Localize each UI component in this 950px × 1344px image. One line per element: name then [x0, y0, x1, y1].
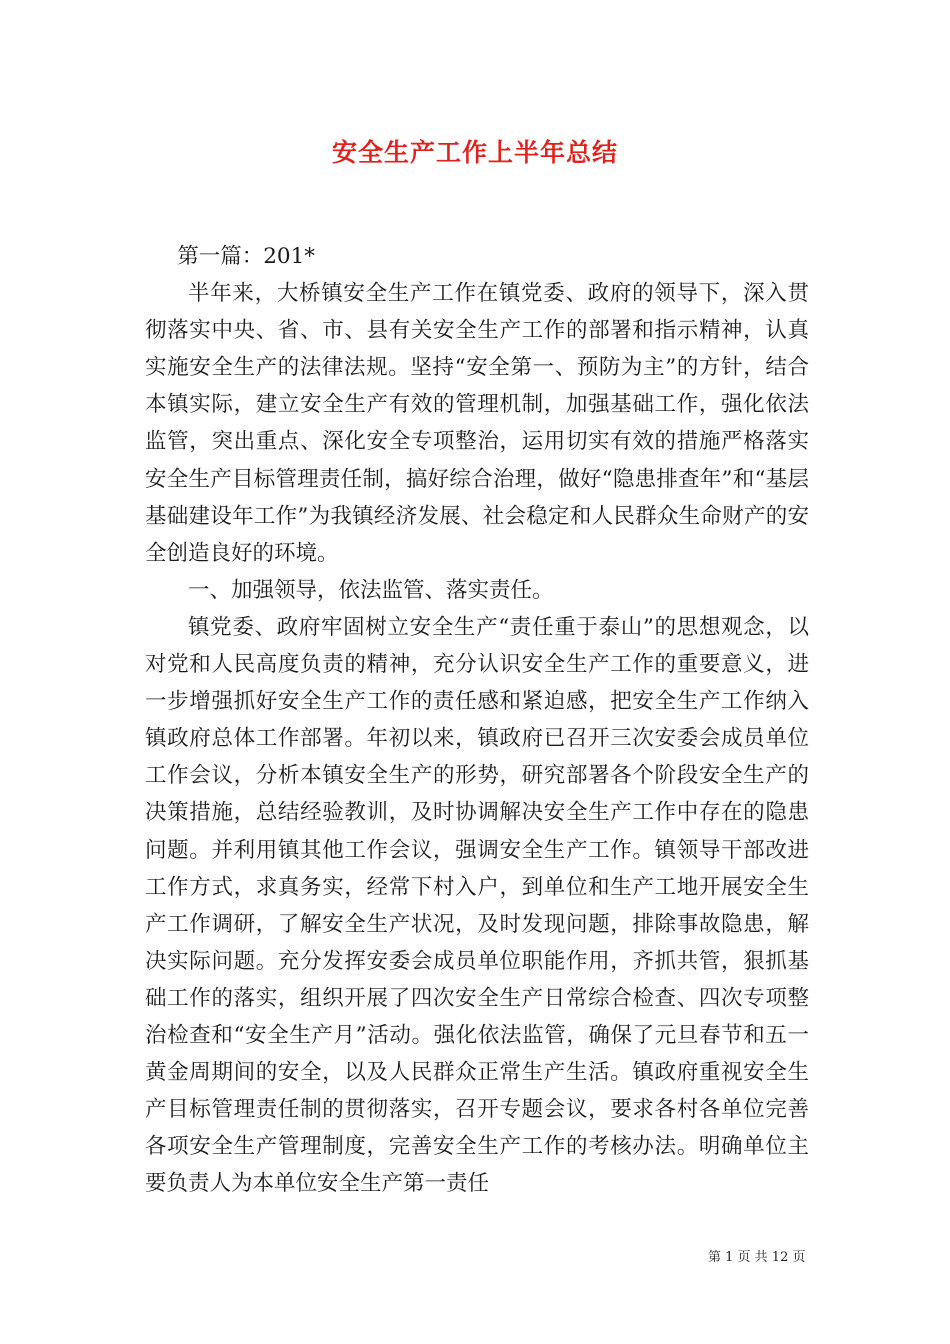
- body-paragraph: 半年来，大桥镇安全生产工作在镇党委、政府的领导下，深入贯彻落实中央、省、市、县有关安全生产工作的部署和指示精神，认真实施安全生产的法律法规。坚持“安全第一、预防为主”的方针，结合本镇实际，建立安全生产有效的管理机制，加强基础工作，强化依法监管，突出重点、深化安全专项整治，运用切实有效的措施严格落实安全生产目标管理责任制，搞好综合治理，做好“隐患排查年”和“基层基础建设年工作”为我镇经济发展、社会稳定和人民群众生命财产的安全创造良好的环境。: [145, 281, 809, 566]
- document-body: [145, 238, 809, 1202]
- subsection-heading: 一、加强领导，依法监管、落实责任。: [188, 577, 554, 603]
- page-number: 第 1 页 共 12 页: [708, 1250, 806, 1265]
- section-heading: 第一篇：201*: [177, 244, 316, 269]
- document-title: 安全生产工作上半年总结: [331, 138, 618, 167]
- body-paragraph: 镇党委、政府牢固树立安全生产“责任重于泰山”的思想观念，以对党和人民高度负责的精神，充分认识安全生产工作的重要意义，进一步增强抓好安全生产工作的责任感和紧迫感，把安全生产工作纳入镇政府总体工作部署。年初以来，镇政府已召开三次安委会成员单位工作会议，分析本镇安全生产的形势，研究部署各个阶段安全生产的决策措施，总结经验教训，及时协调解决安全生产工作中存在的隐患问题。并利用镇其他工作会议，强调安全生产工作。镇领导干部改进工作方式，求真务实，经常下村入户，到单位和生产工地开展安全生产工作调研，了解安全生产状况，及时发现问题，排除事故隐患，解决实际问题。充分发挥安委会成员单位职能作用，齐抓共管，狠抓基础工作的落实，组织开展了四次安全生产日常综合检查、四次专项整治检查和“安全生产月”活动。强化依法监管，确保了元旦春节和五一黄金周期间的安全，以及人民群众正常生产生活。镇政府重视安全生产目标管理责任制的贯彻落实，召开专题会议，要求各村各单位完善各项安全生产管理制度，完善安全生产工作的考核办法。明确单位主要负责人为本单位安全生产第一责任: [145, 614, 809, 1197]
